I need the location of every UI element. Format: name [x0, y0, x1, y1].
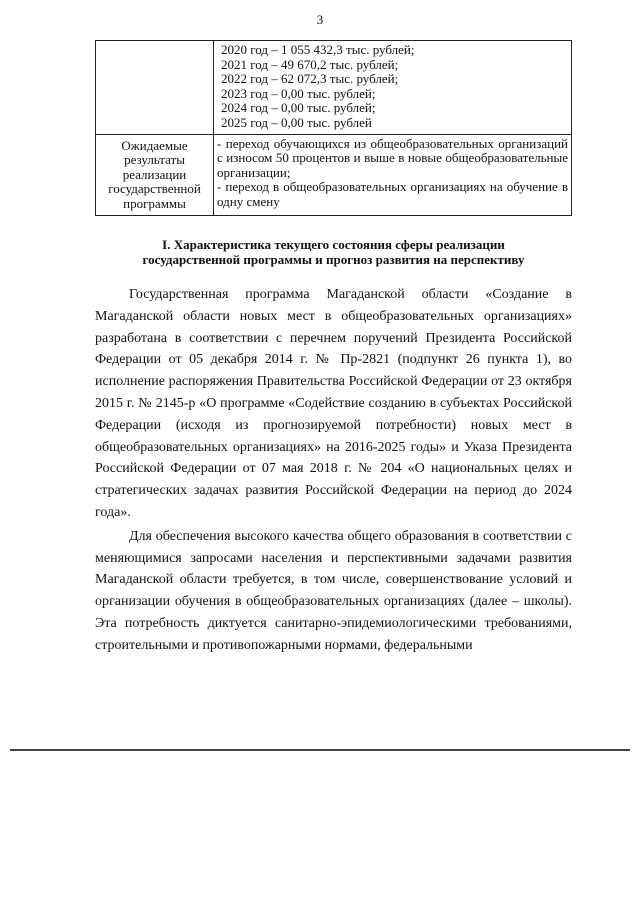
scan-edge-line	[10, 749, 630, 751]
paragraph-2: Для обеспечения высокого качества общего образования в соответствии с меняющимися запросами населения и перспективными задачами развития Магаданской области требуется, в том числе, совершенствование условий и организации обучения в общеобразовательных организациях (далее – школы). Эта потребность диктуется санитарно-эпидемиологическими требованиями, строительными и противопожарными нормами, федеральными	[95, 528, 572, 653]
funding-label-cell	[96, 41, 214, 135]
funding-line-2025: 2025 год – 0,00 тыс. рублей	[221, 114, 372, 130]
paragraph-1: Государственная программа Магаданской области «Создание в Магаданской области новых мест в общеобразовательных организациях» разработана в соответствии с перечнем поручений Президента Российской Федерации от 05 декабря 2014 г. № Пр-2821 (подпункт 26 пункта 1), во исполнение распоряжения Правительства Российской Федерации от 23 октября 2015 г. № 2145-р «О программе «Содействие созданию в субъектах Российской Федерации (исходя из прогнозируемой потребности) новых мест в общеобразовательных организациях» на 2016-2025 годы» и Указа Президента Российской Федерации от 07 мая 2018 г. № 204 «О национальных целях и стратегических задачах развития Российской Федерации на период до 2024 года».	[95, 287, 572, 520]
table-row-results	[96, 134, 572, 215]
funding-line-2020: 2020 год – 1 055 432,3 тыс. рублей;	[221, 42, 415, 57]
section-heading	[95, 237, 572, 267]
body-text	[95, 284, 572, 657]
funding-line-2024: 2024 год – 0,00 тыс. рублей;	[221, 100, 376, 116]
funding-value-cell	[214, 41, 572, 135]
funding-lines	[217, 43, 568, 131]
results-value-cell	[214, 134, 572, 215]
section-heading-line-2: государственной программы и прогноз развития на перспективу	[142, 252, 525, 267]
table-row-funding	[96, 41, 572, 135]
page-number: 3	[316, 12, 324, 27]
funding-line-2023: 2023 год – 0,00 тыс. рублей;	[221, 85, 376, 101]
result-item-1: - переход обучающихся из общеобразовательных организаций с износом 50 процентов и выше в новые общеобразовательные организации;	[217, 135, 568, 180]
result-item-2: - переход в общеобразовательных организациях на обучение в одну смену	[217, 179, 568, 209]
funding-line-2021: 2021 год – 49 670,2 тыс. рублей;	[221, 56, 399, 72]
program-passport-table	[95, 40, 572, 216]
section-heading-line-1: I. Характеристика текущего состояния сферы реализации	[162, 237, 505, 252]
funding-line-2022: 2022 год – 62 072,3 тыс. рублей;	[221, 71, 399, 87]
results-label: Ожидаемые результаты реализации государственной программы	[96, 134, 214, 215]
